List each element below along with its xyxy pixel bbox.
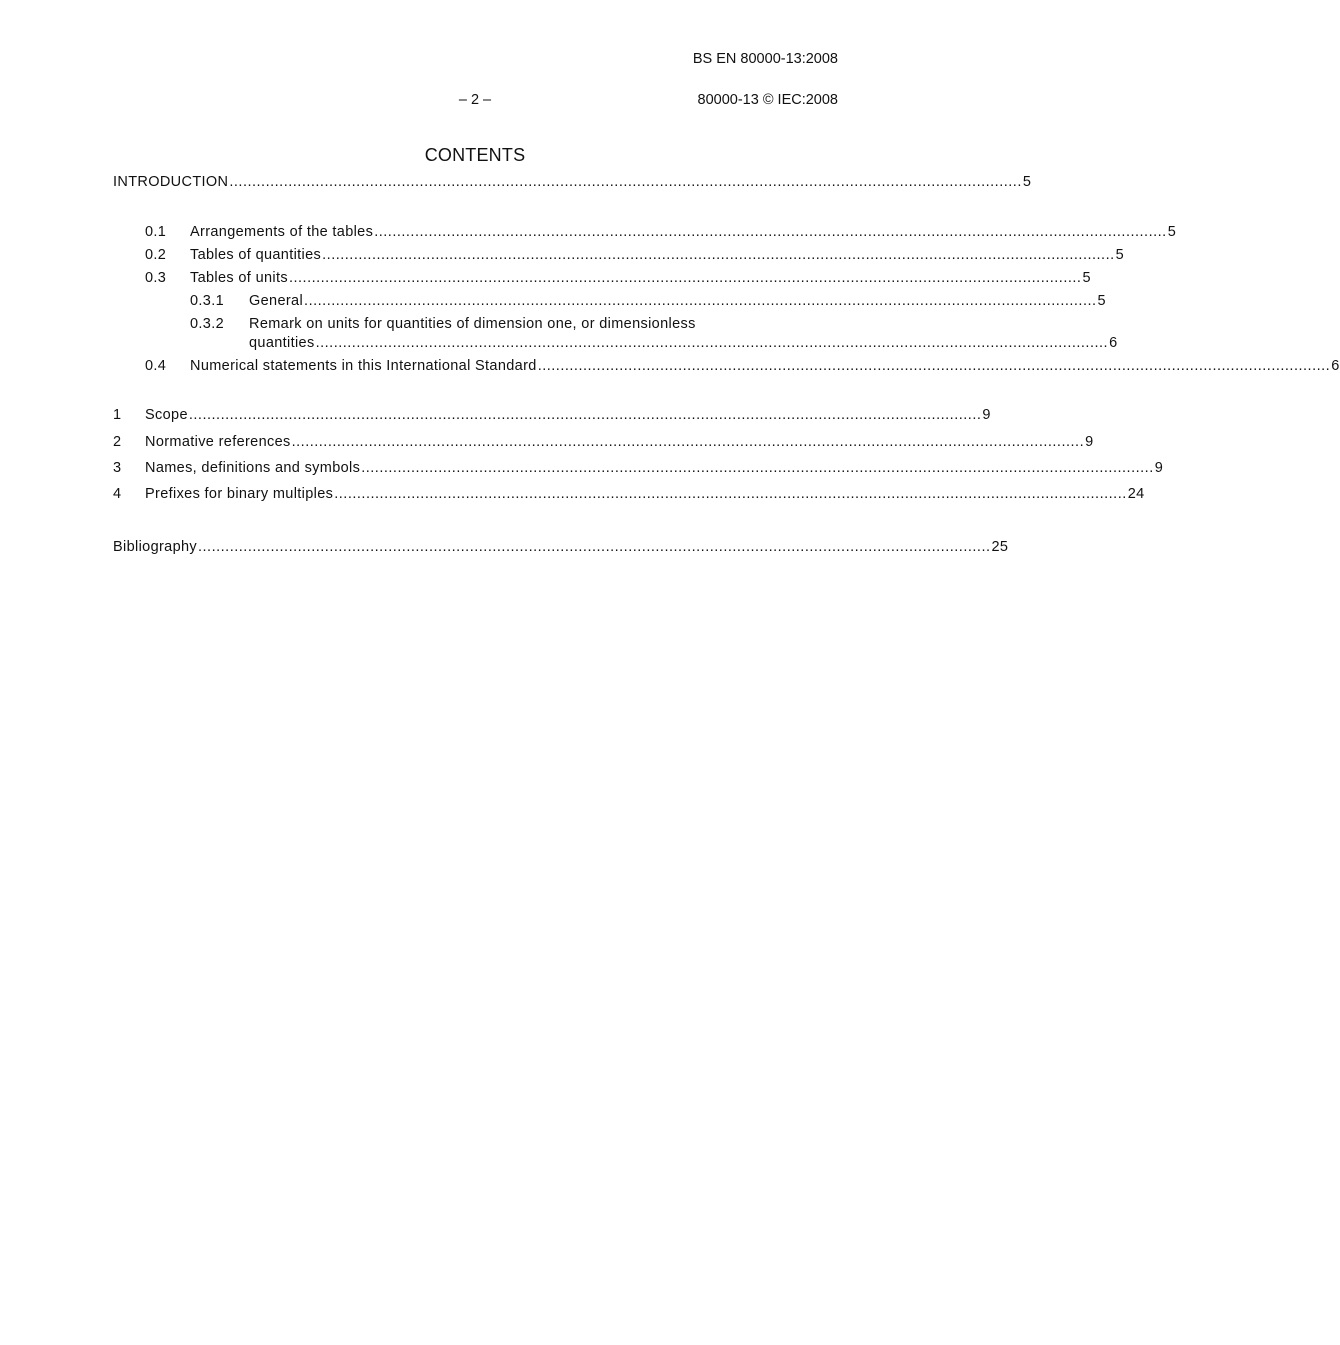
toc-entry-page: 25 xyxy=(991,539,1009,555)
dot-leader: ............................................................................................................................................................................... xyxy=(198,539,991,555)
toc-entry-page: 5 xyxy=(1167,224,1177,240)
toc-entry-0-2[interactable] xyxy=(113,245,1125,265)
toc-entry-0-1[interactable] xyxy=(113,222,1177,242)
dot-leader: ............................................................................................................................................................................... xyxy=(288,270,1082,286)
toc-entry-0-3-2[interactable] xyxy=(113,314,1118,354)
toc-entry-0-4[interactable] xyxy=(113,356,1340,376)
toc-entry-number: 0.3.1 xyxy=(190,293,224,309)
toc-entry-page: 6 xyxy=(1109,335,1118,351)
toc-entry-page: 5 xyxy=(1097,293,1106,309)
toc-entry-label: Tables of units xyxy=(190,270,288,286)
toc-entry-page: 5 xyxy=(1082,270,1091,286)
toc-entry-page: 6 xyxy=(1331,358,1340,374)
toc-entry-label: Normative references xyxy=(145,434,291,450)
standard-identifier: BS EN 80000-13:2008 xyxy=(692,51,838,67)
page-number: – 2 – xyxy=(458,92,492,108)
dot-leader: ............................................................................................................................................................................... xyxy=(304,293,1097,309)
toc-entry-clause-1[interactable] xyxy=(113,405,991,425)
toc-entry-page: 5 xyxy=(1022,174,1032,190)
toc-entry-number: 0.4 xyxy=(145,358,167,374)
toc-entry-number: 3 xyxy=(113,460,122,476)
toc-entry-label: Scope xyxy=(145,407,188,423)
edition-identifier: 80000-13 © IEC:2008 xyxy=(697,92,838,108)
toc-entry-number: 0.3 xyxy=(145,270,167,286)
toc-entry-number: 0.2 xyxy=(145,247,167,263)
toc-entry-label: Arrangements of the tables xyxy=(190,224,374,240)
toc-entry-0-3-1[interactable] xyxy=(113,291,1106,311)
toc-entry-number: 1 xyxy=(113,407,122,423)
dot-leader: ............................................................................................................................................................................... xyxy=(188,407,982,423)
toc-entry-label: Tables of quantities xyxy=(190,247,322,263)
toc-entry-clause-4[interactable] xyxy=(113,484,1145,504)
dot-leader: ............................................................................................................................................................................... xyxy=(374,224,1167,240)
toc-entry-number: 2 xyxy=(113,434,122,450)
toc-entry-page: 9 xyxy=(1085,434,1094,450)
toc-entry-label: Names, definitions and symbols xyxy=(145,460,361,476)
dot-leader: ............................................................................................................................................................................... xyxy=(291,434,1085,450)
dot-leader: ............................................................................................................................................................................... xyxy=(322,247,1115,263)
toc-entry-page: 24 xyxy=(1127,486,1145,502)
toc-entry-label: INTRODUCTION xyxy=(113,174,229,190)
toc-entry-number: 0.1 xyxy=(145,224,167,240)
toc-entry-label: General xyxy=(249,293,304,309)
toc-entry-label-line1: Remark on units for quantities of dimension one, or dimensionless xyxy=(249,316,696,332)
toc-entry-label: Bibliography xyxy=(113,539,197,555)
toc-entry-label: quantities xyxy=(249,335,315,351)
dot-leader: ............................................................................................................................................................................... xyxy=(361,460,1154,476)
toc-entry-label: Numerical statements in this International Standard xyxy=(190,358,537,374)
toc-entry-number: 4 xyxy=(113,486,122,502)
dot-leader: ............................................................................................................................................................................... xyxy=(229,174,1022,190)
toc-entry-page: 5 xyxy=(1115,247,1125,263)
toc-entry-bibliography[interactable] xyxy=(113,537,1009,557)
dot-leader: ............................................................................................................................................................................... xyxy=(315,335,1109,351)
dot-leader: ............................................................................................................................................................................... xyxy=(334,486,1127,502)
toc-entry-page: 9 xyxy=(1154,460,1164,476)
toc-entry-0-3[interactable] xyxy=(113,268,1091,288)
toc-entry-introduction[interactable] xyxy=(113,172,1032,192)
toc-title: CONTENTS xyxy=(424,145,526,165)
toc-entry-clause-3[interactable] xyxy=(113,458,1164,478)
dot-leader: ............................................................................................................................................................................... xyxy=(537,358,1331,374)
toc-entry-page: 9 xyxy=(982,407,991,423)
toc-entry-clause-2[interactable] xyxy=(113,432,1094,452)
toc-entry-label: Prefixes for binary multiples xyxy=(145,486,334,502)
toc-entry-number: 0.3.2 xyxy=(190,316,224,332)
